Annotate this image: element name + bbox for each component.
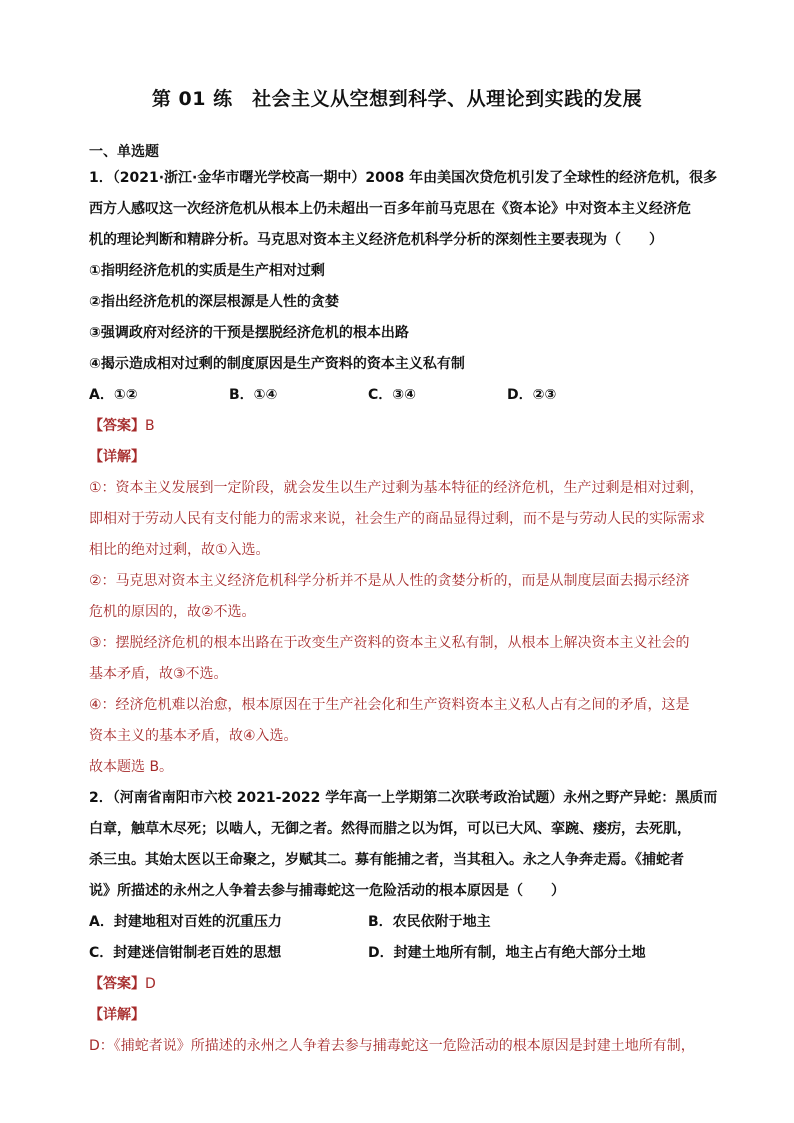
q1-detail-line-7: 基本矛盾，故③不选。 xyxy=(89,666,228,682)
q1-item-3: ③强调政府对经济的干预是摆脱经济危机的根本出路 xyxy=(89,325,409,341)
q2-stem-line-3: 杀三虫。其始太医以王命聚之，岁赋其二。募有能捕之者，当其租入。永之人争奔走焉。《捕蛇者 xyxy=(89,852,684,868)
answer-label: 【答案】 xyxy=(89,418,145,434)
q2-stem-line-2: 白章，触草木尽死；以啮人，无御之者。然得而腊之以为饵，可以已大风、挛踠、瘘疠，去死肌， xyxy=(89,821,691,837)
q1-detail-line-2: 即相对于劳动人民有支付能力的需求来说，社会生产的商品显得过剩，而不是与劳动人民的实际需求 xyxy=(89,511,705,527)
section-heading: 一、单选题 xyxy=(89,144,159,160)
q1-detail-line-3: 相比的绝对过剩，故①入选。 xyxy=(89,542,270,558)
q2-option-b: B．农民依附于地主 xyxy=(368,914,491,930)
q1-option-d: D．②③ xyxy=(507,387,557,403)
page-title: 第 01 练 社会主义从空想到科学、从理论到实践的发展 xyxy=(151,88,643,110)
q1-answer xyxy=(89,415,707,435)
answer-value: B xyxy=(145,418,155,434)
q1-conclusion: 故本题选 B。 xyxy=(89,759,174,775)
q2-option-d: D．封建土地所有制，地主占有绝大部分土地 xyxy=(368,945,646,961)
q2-detail-label: 【详解】 xyxy=(89,1007,145,1023)
answer-label: 【答案】 xyxy=(89,976,145,992)
q2-detail-line-1: D：《捕蛇者说》所描述的永州之人争着去参与捕毒蛇这一危险活动的根本原因是封建土地所有制， xyxy=(89,1038,695,1054)
q2-answer xyxy=(89,973,707,993)
q1-option-b: B．①④ xyxy=(229,387,278,403)
q2-stem-line-4: 说》所描述的永州之人争着去参与捕毒蛇这一危险活动的根本原因是（ ） xyxy=(89,883,565,899)
q1-item-2: ②指出经济危机的深层根源是人性的贪婪 xyxy=(89,294,339,310)
q1-stem-line-1: 1．（2021·浙江·金华市曙光学校高一期中）2008 年由美国次贷危机引发了全球性的经济危机，很多 xyxy=(89,170,718,186)
q1-stem-line-2: 西方人感叹这一次经济危机从根本上仍未超出一百多年前马克思在《资本论》中对资本主义经济危 xyxy=(89,201,691,217)
q1-detail-label: 【详解】 xyxy=(89,449,145,465)
q1-detail-line-9: 资本主义的基本矛盾，故④入选。 xyxy=(89,728,298,744)
q1-detail-line-8: ④：经济危机难以治愈，根本原因在于生产社会化和生产资料资本主义私人占有之间的矛盾，这是 xyxy=(89,697,690,713)
q1-detail-line-6: ③：摆脱经济危机的根本出路在于改变生产资料的资本主义私有制，从根本上解决资本主义社会的 xyxy=(89,635,690,651)
q1-detail-line-4: ②：马克思对资本主义经济危机科学分析并不是从人性的贪婪分析的，而是从制度层面去揭示经济 xyxy=(89,573,690,589)
q1-item-4: ④揭示造成相对过剩的制度原因是生产资料的资本主义私有制 xyxy=(89,356,465,372)
q1-detail-line-5: 危机的原因的，故②不选。 xyxy=(89,604,256,620)
q1-item-1: ①指明经济危机的实质是生产相对过剩 xyxy=(89,263,325,279)
q2-stem-line-1: 2．（河南省南阳市六校 2021-2022 学年高一上学期第二次联考政治试题）永州之野产异蛇：黑质而 xyxy=(89,790,718,806)
q1-option-a: A．①② xyxy=(89,387,138,403)
q1-detail-line-1: ①：资本主义发展到一定阶段，就会发生以生产过剩为基本特征的经济危机，生产过剩是相对过剩， xyxy=(89,480,704,496)
answer-value: D xyxy=(145,976,156,992)
q1-option-c: C．③④ xyxy=(368,387,416,403)
q2-option-c: C．封建迷信钳制老百姓的思想 xyxy=(89,945,282,961)
q1-stem-line-3: 机的理论判断和精辟分析。马克思对资本主义经济危机科学分析的深刻性主要表现为（ ） xyxy=(89,232,663,248)
q2-option-a: A．封建地租对百姓的沉重压力 xyxy=(89,914,282,930)
